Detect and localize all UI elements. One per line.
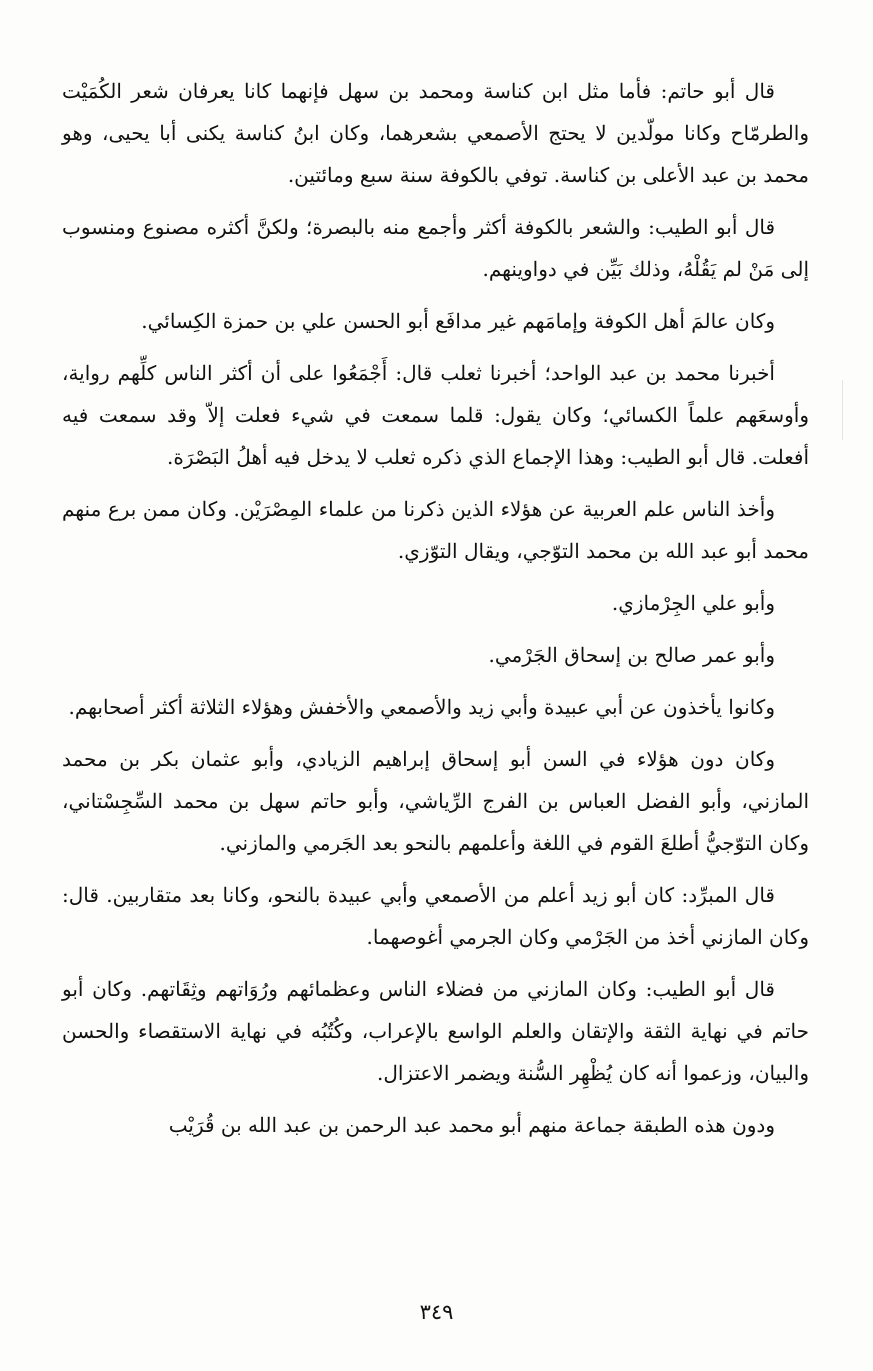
paragraph-8: وكانوا يأخذون عن أبي عبيدة وأبي زيد والأصمعي والأخفش وهؤلاء الثلاثة أكثر أصحابهم.: [68, 695, 775, 719]
body-text: [62, 70, 809, 1156]
paragraph-3: وكان عالمَ أهل الكوفة وإمامَهم غير مدافَع أبو الحسن علي بن حمزة الكِسائي.: [141, 309, 775, 333]
paragraph-7: وأبو عمر صالح بن إسحاق الجَرْمي.: [488, 643, 775, 667]
page-number: ٣٤٩: [419, 1300, 454, 1324]
paragraph-2: قال أبو الطيب: والشعر بالكوفة أكثر وأجمع منه بالبصرة؛ ولكنَّ أكثره مصنوع ومنسوب إلى مَنْ لم يَقُلْهُ، وذلك بَيِّن في دواوينهم.: [62, 215, 809, 281]
paragraph-10: قال المبرِّد: كان أبو زيد أعلم من الأصمعي وأبي عبيدة بالنحو، وكانا بعد متقاربين. قال: وكان المازني أخذ من الجَرْمي وكان الجرمي أغوصهما.: [62, 883, 809, 949]
paragraph-11: قال أبو الطيب: وكان المازني من فضلاء الناس وعظمائهم ورُوَاتهم وثِقَاتهم. وكان أبو حاتم في نهاية الثقة والإتقان والعلم الواسع بالإعراب، وكُتُبُه في نهاية الاستقصاء والحسن والبيان، وزعموا أنه كان يُظْهِر السُّنة ويضمر الاعتزال.: [62, 977, 809, 1085]
paragraph-9: وكان دون هؤلاء في السن أبو إسحاق إبراهيم الزيادي، وأبو عثمان بكر بن محمد المازني، وأبو الفضل العباس بن الفرج الرِّياشي، وأبو حاتم سهل بن محمد السِّجِسْتاني، وكان التوّجيُّ أطلعَ القوم في اللغة وأعلمهم بالنحو بعد الجَرمي والمازني.: [62, 747, 809, 855]
paragraph-6: وأبو علي الجِرْمازي.: [611, 591, 775, 615]
paragraph-5: وأخذ الناس علم العربية عن هؤلاء الذين ذكرنا من علماء المِصْرَيْن. وكان ممن برع منهم محمد أبو عبد الله بن محمد التوّجي، ويقال التوّزي.: [62, 497, 809, 563]
paragraph-12: ودون هذه الطبقة جماعة منهم أبو محمد عبد الرحمن بن عبد الله بن قُرَيْب: [168, 1113, 775, 1137]
paragraph-1: قال أبو حاتم: فأما مثل ابن كناسة ومحمد بن سهل فإنهما كانا يعرفان شعر الكُمَيْت والطرمّاح وكانا مولّدين لا يحتج الأصمعي بشعرهما، وكان ابنُ كناسة يكنى أبا يحيى، وهو محمد بن عبد الأعلى بن كناسة. توفي بالكوفة سنة سبع ومائتين.: [62, 79, 809, 187]
scan-artifact: [842, 380, 843, 440]
paragraph-4: أخبرنا محمد بن عبد الواحد؛ أخبرنا ثعلب قال: أَجْمَعُوا على أن أكثر الناس كلِّهم رواية، وأوسعَهم علماً الكسائي؛ وكان يقول: قلما سمعت في شيء فعلت إلاّ وقد سمعت فيه أفعلت. قال أبو الطيب: وهذا الإجماع الذي ذكره ثعلب لا يدخل فيه أهلُ البَصْرَة.: [62, 361, 809, 469]
